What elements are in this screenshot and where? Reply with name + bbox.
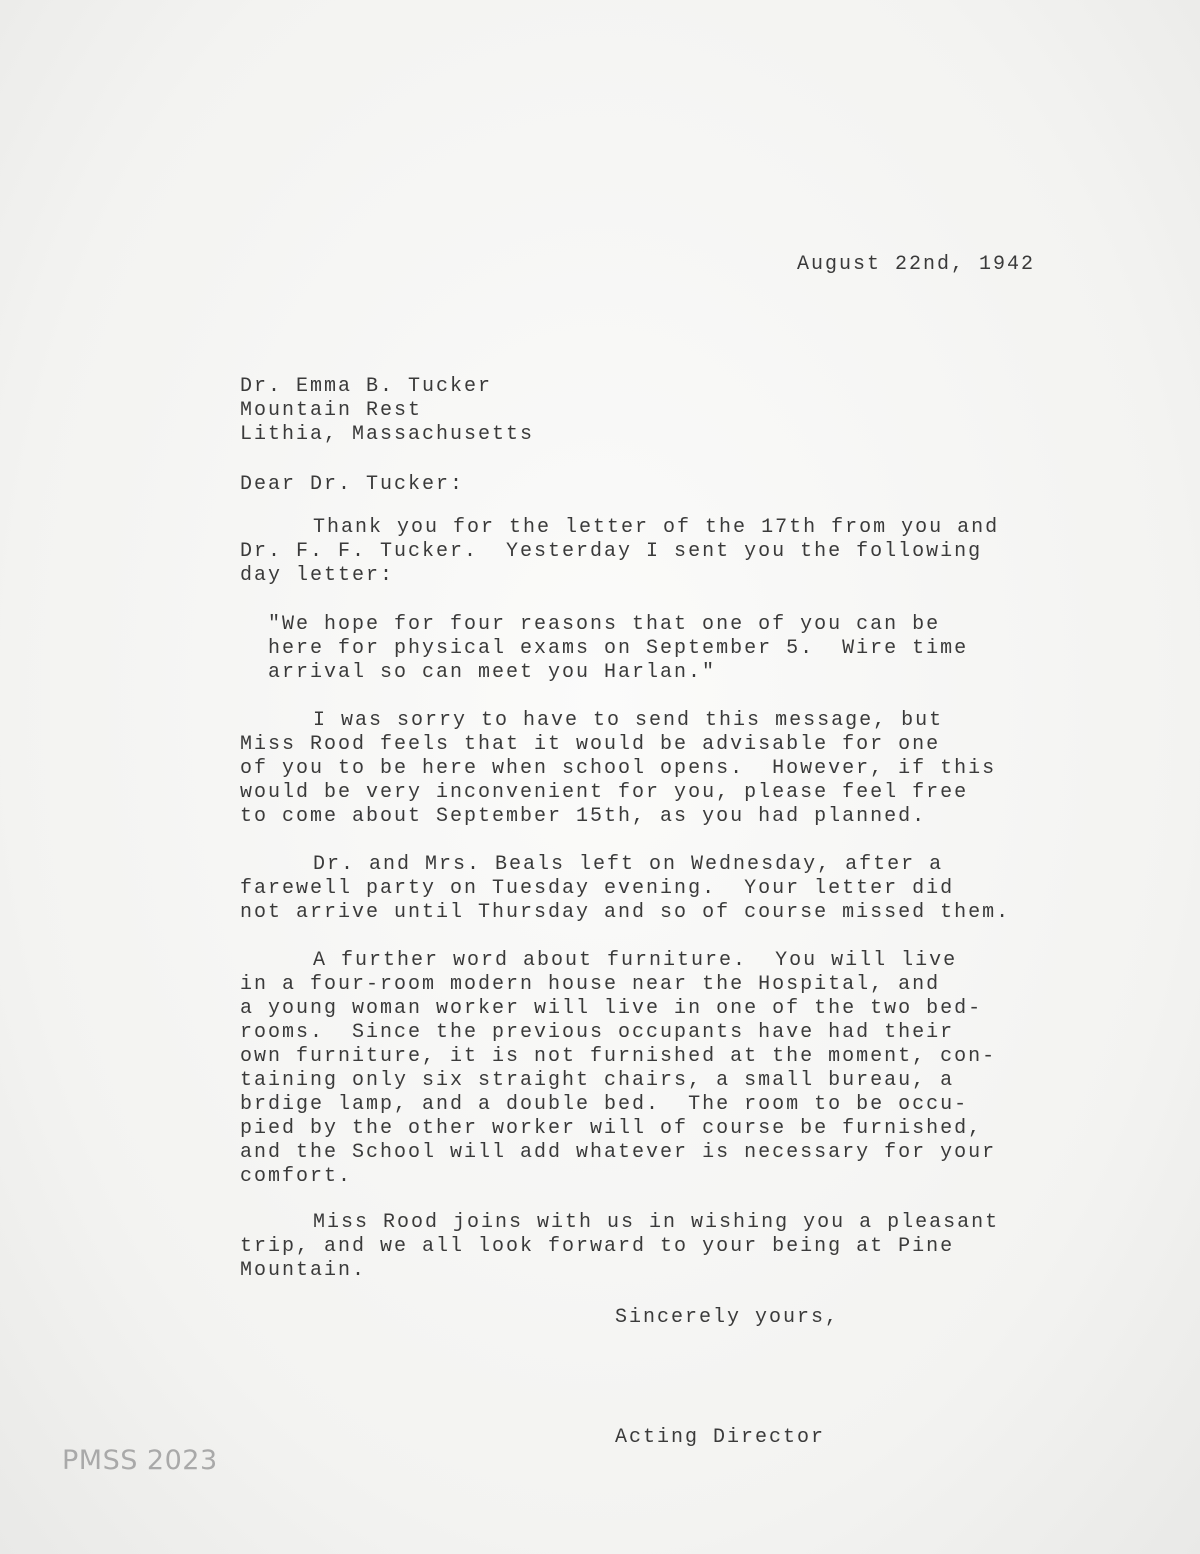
paragraph-line: of you to be here when school opens. However, if this — [240, 757, 997, 780]
paragraph-line: Miss Rood feels that it would be advisable for one — [240, 733, 941, 756]
paragraph-line: trip, and we all look forward to your being at Pine — [240, 1235, 955, 1258]
paragraph-line: a young woman worker will live in one of the two bed- — [240, 997, 983, 1020]
paragraph-line: Miss Rood joins with us in wishing you a pleasant — [313, 1211, 1000, 1234]
paragraph-line: farewell party on Tuesday evening. Your letter did — [240, 877, 955, 900]
paragraph-line: not arrive until Thursday and so of course missed them. — [240, 901, 1011, 924]
paragraph-line: Dr. F. F. Tucker. Yesterday I sent you the following — [240, 540, 983, 563]
paragraph-line: A further word about furniture. You will live — [313, 949, 958, 972]
paragraph-line: Dr. and Mrs. Beals left on Wednesday, after a — [313, 853, 944, 876]
paragraph-line: day letter: — [240, 564, 395, 587]
paragraph-line: in a four-room modern house near the Hospital, and — [240, 973, 941, 996]
paragraph-line: Thank you for the letter of the 17th from you and — [313, 516, 1000, 539]
paragraph-line: pied by the other worker will of course be furnished, — [240, 1117, 983, 1140]
letter-date: August 22nd, 1942 — [797, 253, 1036, 276]
signature-title: Acting Director — [615, 1426, 826, 1449]
paragraph-line: and the School will add whatever is necessary for your — [240, 1141, 997, 1164]
watermark: PMSS 2023 — [62, 1445, 218, 1476]
paragraph-line: I was sorry to have to send this message, but — [313, 709, 944, 732]
quote-line: here for physical exams on September 5. Wire time — [268, 637, 969, 660]
quote-line: "We hope for four reasons that one of you can be — [268, 613, 941, 636]
recipient-name: Dr. Emma B. Tucker — [240, 375, 493, 398]
closing: Sincerely yours, — [615, 1306, 840, 1329]
quote-line: arrival so can meet you Harlan." — [268, 661, 717, 684]
recipient-address-line: Mountain Rest — [240, 399, 423, 422]
paragraph-line: rooms. Since the previous occupants have had their — [240, 1021, 955, 1044]
paragraph-line: to come about September 15th, as you had planned. — [240, 805, 927, 828]
paragraph-line: would be very inconvenient for you, please feel free — [240, 781, 969, 804]
recipient-address-line: Lithia, Massachusetts — [240, 423, 535, 446]
paragraph-line: comfort. — [240, 1165, 353, 1188]
paragraph-line: own furniture, it is not furnished at the moment, con- — [240, 1045, 997, 1068]
salutation: Dear Dr. Tucker: — [240, 473, 465, 496]
paragraph-line: brdige lamp, and a double bed. The room to be occu- — [240, 1093, 969, 1116]
paragraph-line: taining only six straight chairs, a small bureau, a — [240, 1069, 955, 1092]
paragraph-line: Mountain. — [240, 1259, 367, 1282]
